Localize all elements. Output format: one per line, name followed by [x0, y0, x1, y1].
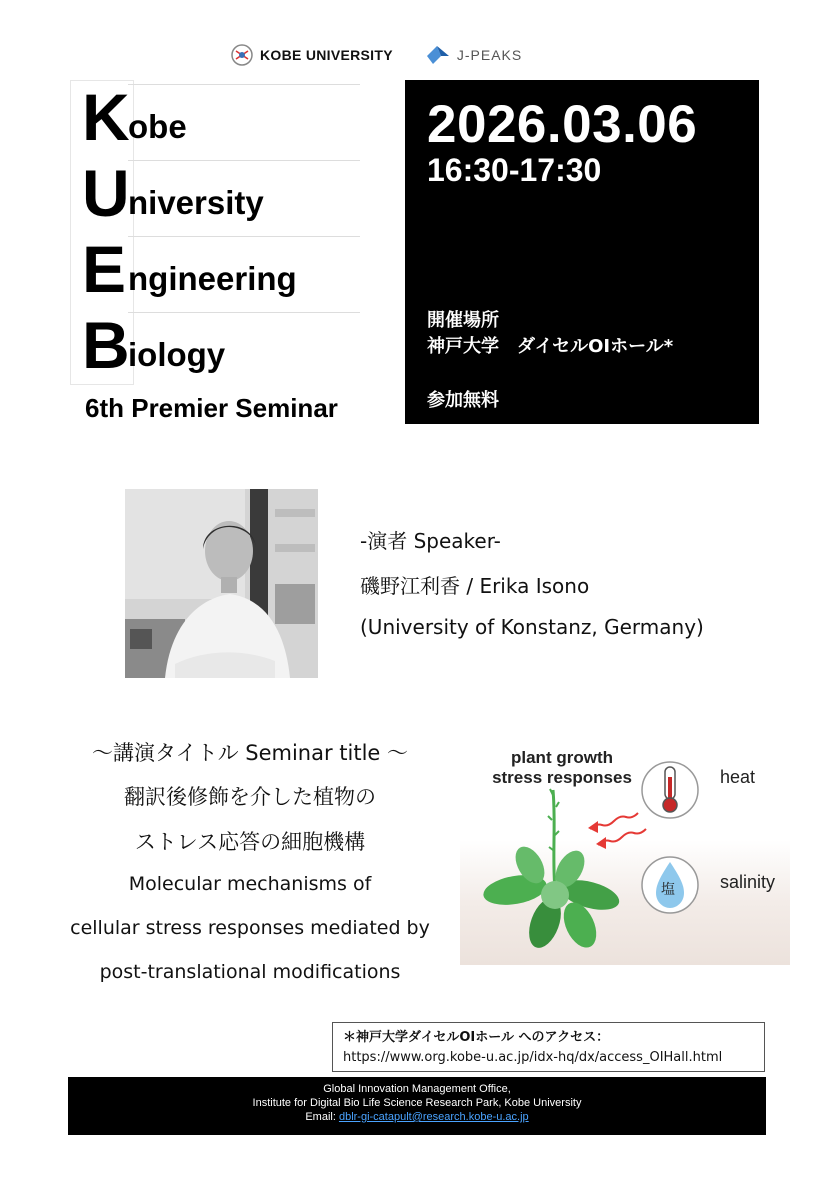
footer-contact — [68, 1110, 766, 1124]
speaker-portrait-image — [125, 489, 318, 678]
kueb-letter: U — [82, 156, 130, 230]
email-link[interactable]: dblr-gi-catapult@research.kobe-u.ac.jp — [338, 1111, 529, 1123]
kueb-word: niversity — [128, 184, 264, 221]
seminar-title-en-line2: cellular stress responses mediated by — [70, 917, 430, 939]
speaker-photo — [125, 489, 318, 678]
access-info-box — [332, 1022, 765, 1072]
footer — [68, 1077, 766, 1135]
kueb-letter: E — [82, 232, 127, 306]
salinity-label: salinity — [720, 872, 776, 892]
venue-name: 神戸大学 ダイセルOIホール* — [427, 336, 674, 357]
venue-label: 開催場所 — [427, 310, 499, 331]
access-url[interactable]: https://www.org.kobe-u.ac.jp/idx-hq/dx/access_OIHall.html — [343, 1050, 723, 1065]
jpeaks-name: J-PEAKS — [456, 47, 523, 63]
kueb-row-biology — [70, 308, 360, 383]
speaker-heading: -演者 Speaker- — [360, 529, 501, 553]
kueb-row-engineering — [70, 232, 360, 307]
plant-stress-diagram — [460, 745, 790, 965]
salt-character: 塩 — [661, 882, 675, 898]
kueb-wordmark — [70, 80, 360, 385]
seminar-title-heading: 〜講演タイトル Seminar title 〜 — [91, 741, 408, 765]
kobe-emblem-icon — [230, 43, 254, 67]
speaker-name: 磯野江利香 / Erika Isono — [360, 574, 590, 598]
seminar-title-en-line1: Molecular mechanisms of — [128, 873, 372, 895]
event-info-box — [405, 80, 759, 424]
admission-fee: 参加無料 — [427, 390, 499, 411]
seminar-title-en-line3: post-translational modifications — [99, 961, 401, 983]
diagram-title-line2: stress responses — [492, 768, 632, 787]
seminar-title-jp-line1: 翻訳後修飾を介した植物の — [124, 785, 376, 809]
kobe-university-name: KOBE UNIVERSITY — [260, 47, 393, 63]
event-time: 16:30-17:30 — [427, 152, 602, 188]
kueb-word: ngineering — [128, 260, 297, 297]
email-label: Email: — [305, 1111, 336, 1123]
diagram-title — [492, 748, 632, 788]
access-title: ＊神戸大学ダイセルOIホール へのアクセス： — [343, 1030, 610, 1045]
jpeaks-logo — [425, 44, 522, 66]
kueb-row-kobe — [70, 80, 360, 155]
footer-institute: Institute for Digital Bio Life Science Research Park, Kobe University — [252, 1097, 582, 1109]
seminar-series-subtitle: 6th Premier Seminar — [85, 393, 338, 423]
logo-row — [230, 40, 522, 70]
jpeaks-mark-icon — [425, 44, 451, 66]
kueb-letter: K — [82, 80, 130, 154]
event-date: 2026.03.06 — [427, 95, 698, 154]
seminar-title-jp-line2: ストレス応答の細胞機構 — [134, 830, 366, 854]
kueb-letter: B — [82, 308, 130, 382]
speaker-affiliation: (University of Konstanz, Germany) — [360, 615, 704, 639]
diagram-title-line1: plant growth — [511, 748, 613, 767]
kobe-university-logo — [230, 43, 393, 67]
footer-office: Global Innovation Management Office, — [323, 1083, 511, 1095]
kueb-word: obe — [128, 108, 187, 145]
heat-label: heat — [720, 767, 756, 787]
kueb-row-university — [70, 156, 360, 231]
kueb-word: iology — [128, 336, 226, 373]
